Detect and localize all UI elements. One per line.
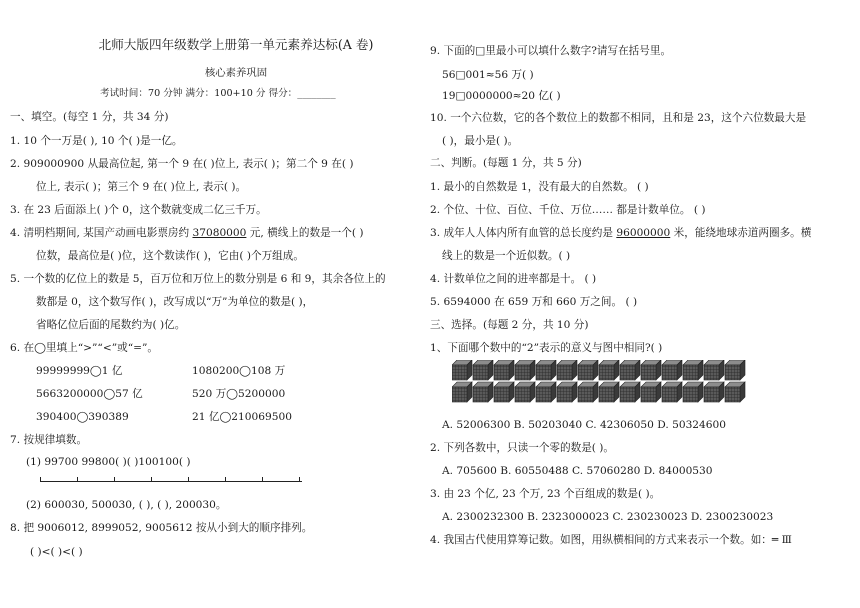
judge-1: 1. 最小的自然数是 1，没有最大的自然数。 ( ) <box>430 181 649 193</box>
number-line-tick <box>262 477 263 482</box>
judge-3-underlined-number: 96000000 <box>616 227 671 239</box>
choice-3-options: A. 2300232300 B. 2323000023 C. 230230023 D. 2300230023 <box>442 511 774 523</box>
question-9a: 56□001≈56 万( ) <box>442 69 534 81</box>
choice-1: 1、下面哪个数中的“2”表示的意义与图中相同?( ) <box>430 342 663 354</box>
section-choice-heading: 三、选择。(每题 2 分，共 10 分) <box>430 319 589 331</box>
number-line-tick <box>225 477 226 482</box>
question-7: 7. 按规律填数。 <box>10 434 88 446</box>
cube-figure <box>452 360 772 404</box>
judge-4: 4. 计数单位之间的进率都是十。 ( ) <box>430 273 597 285</box>
judge-3-line2: 线上的数是一个近似数。( ) <box>442 250 571 262</box>
question-9b: 19□0000000≈20 亿( ) <box>442 90 561 102</box>
choice-1-options: A. 52006300 B. 50203040 C. 42306050 D. 50324600 <box>442 419 727 431</box>
compare-item: 390400◯390389 <box>36 411 129 423</box>
question-4-text-a: 4. 清明档期间, 某国产动画电影票房约 <box>10 227 193 239</box>
compare-item: 1080200◯108 万 <box>192 365 286 377</box>
choice-4: 4. 我国古代使用算筹记数。如图，用纵横相间的方式来表示一个数。如：═ Ⅲ <box>430 534 792 546</box>
exam-info: 考试时间：70 分钟 满分：100+10 分 得分：________ <box>100 88 336 99</box>
question-7-part2: (2) 600030, 500030, ( ), ( ), 200030。 <box>26 499 227 511</box>
cube-blocks-image <box>452 360 772 404</box>
section-judge-heading: 二、判断。(每题 1 分，共 5 分) <box>430 157 582 169</box>
question-2-line1: 2. 909000900 从最高位起, 第一个 9 在( )位上, 表示( )；第二个 9 在( ) <box>10 158 354 170</box>
number-line-tick <box>114 477 115 482</box>
question-1: 1. 10 个一万是( ), 10 个( )是一亿。 <box>10 135 183 147</box>
page-title: 北师大版四年级数学上册第一单元素养达标(A 卷) <box>98 37 374 52</box>
question-7-part1: (1) 99700 99800( )( )100100( ) <box>26 456 191 468</box>
question-4-text-b: 元, 横线上的数是一个( ) <box>246 227 364 239</box>
question-9: 9. 下面的□里最小可以填什么数字?请写在括号里。 <box>430 45 672 57</box>
judge-2: 2. 个位、十位、百位、千位、万位…… 都是计数单位。 ( ) <box>430 204 706 216</box>
question-3: 3. 在 23 后面添上( )个 0，这个数就变成二亿三千万。 <box>10 204 267 216</box>
number-line-tick <box>77 477 78 482</box>
compare-item: 520 万◯5200000 <box>192 388 286 400</box>
section-fill-heading: 一、填空。(每空 1 分，共 34 分) <box>10 111 169 123</box>
question-10-line1: 10. 一个六位数，它的各个数位上的数都不相同，且和是 23，这个六位数最大是 <box>430 112 807 124</box>
number-line-tick <box>151 477 152 482</box>
question-4-line2: 位数，最高位是( )位，这个数读作( )，它由( )个万组成。 <box>36 250 304 262</box>
compare-item: 5663200000◯57 亿 <box>36 388 143 400</box>
compare-item: 21 亿◯210069500 <box>192 411 292 423</box>
question-4-line1 <box>10 226 364 240</box>
question-5-line2: 数都是 0，这个数写作( )，改写成以“万”为单位的数是( )， <box>36 296 314 308</box>
question-4-underlined-number: 37080000 <box>192 227 247 239</box>
question-5-line3: 省略亿位后面的尾数约为( )亿。 <box>36 319 186 331</box>
choice-2: 2. 下列各数中，只读一个零的数是( )。 <box>430 442 615 454</box>
judge-3-line1 <box>430 226 811 240</box>
compare-item: 99999999◯1 亿 <box>36 365 123 377</box>
number-line-tick <box>188 477 189 482</box>
judge-3-text-b: 米，能绕地球赤道两圈多。横 <box>670 227 812 239</box>
judge-3-text-a: 3. 成年人人体内所有血管的总长度约是 <box>430 227 617 239</box>
choice-2-options: A. 705600 B. 60550488 C. 57060280 D. 84000530 <box>442 465 713 477</box>
number-line-tick <box>299 477 300 482</box>
question-8: 8. 把 9006012, 8999052, 9005612 按从小到大的顺序排列。 <box>10 522 313 534</box>
question-5-line1: 5. 一个数的亿位上的数是 5，百万位和万位上的数分别是 6 和 9，其余各位上的 <box>10 273 386 285</box>
choice-3: 3. 由 23 个亿, 23 个万, 23 个百组成的数是( )。 <box>430 488 661 500</box>
question-8-answer: ( )<( )<( ) <box>30 546 83 558</box>
judge-5: 5. 6594000 在 659 万和 660 万之间。 ( ) <box>430 296 638 308</box>
page-subtitle: 核心素养巩固 <box>204 67 268 79</box>
question-10-line2: ( )，最小是( )。 <box>442 135 519 147</box>
question-2-line2: 位上, 表示( )；第三个 9 在( )位上, 表示( )。 <box>36 181 247 193</box>
question-6: 6. 在◯里填上“>”“<”或“=”。 <box>10 342 159 354</box>
number-line-tick <box>40 477 41 482</box>
